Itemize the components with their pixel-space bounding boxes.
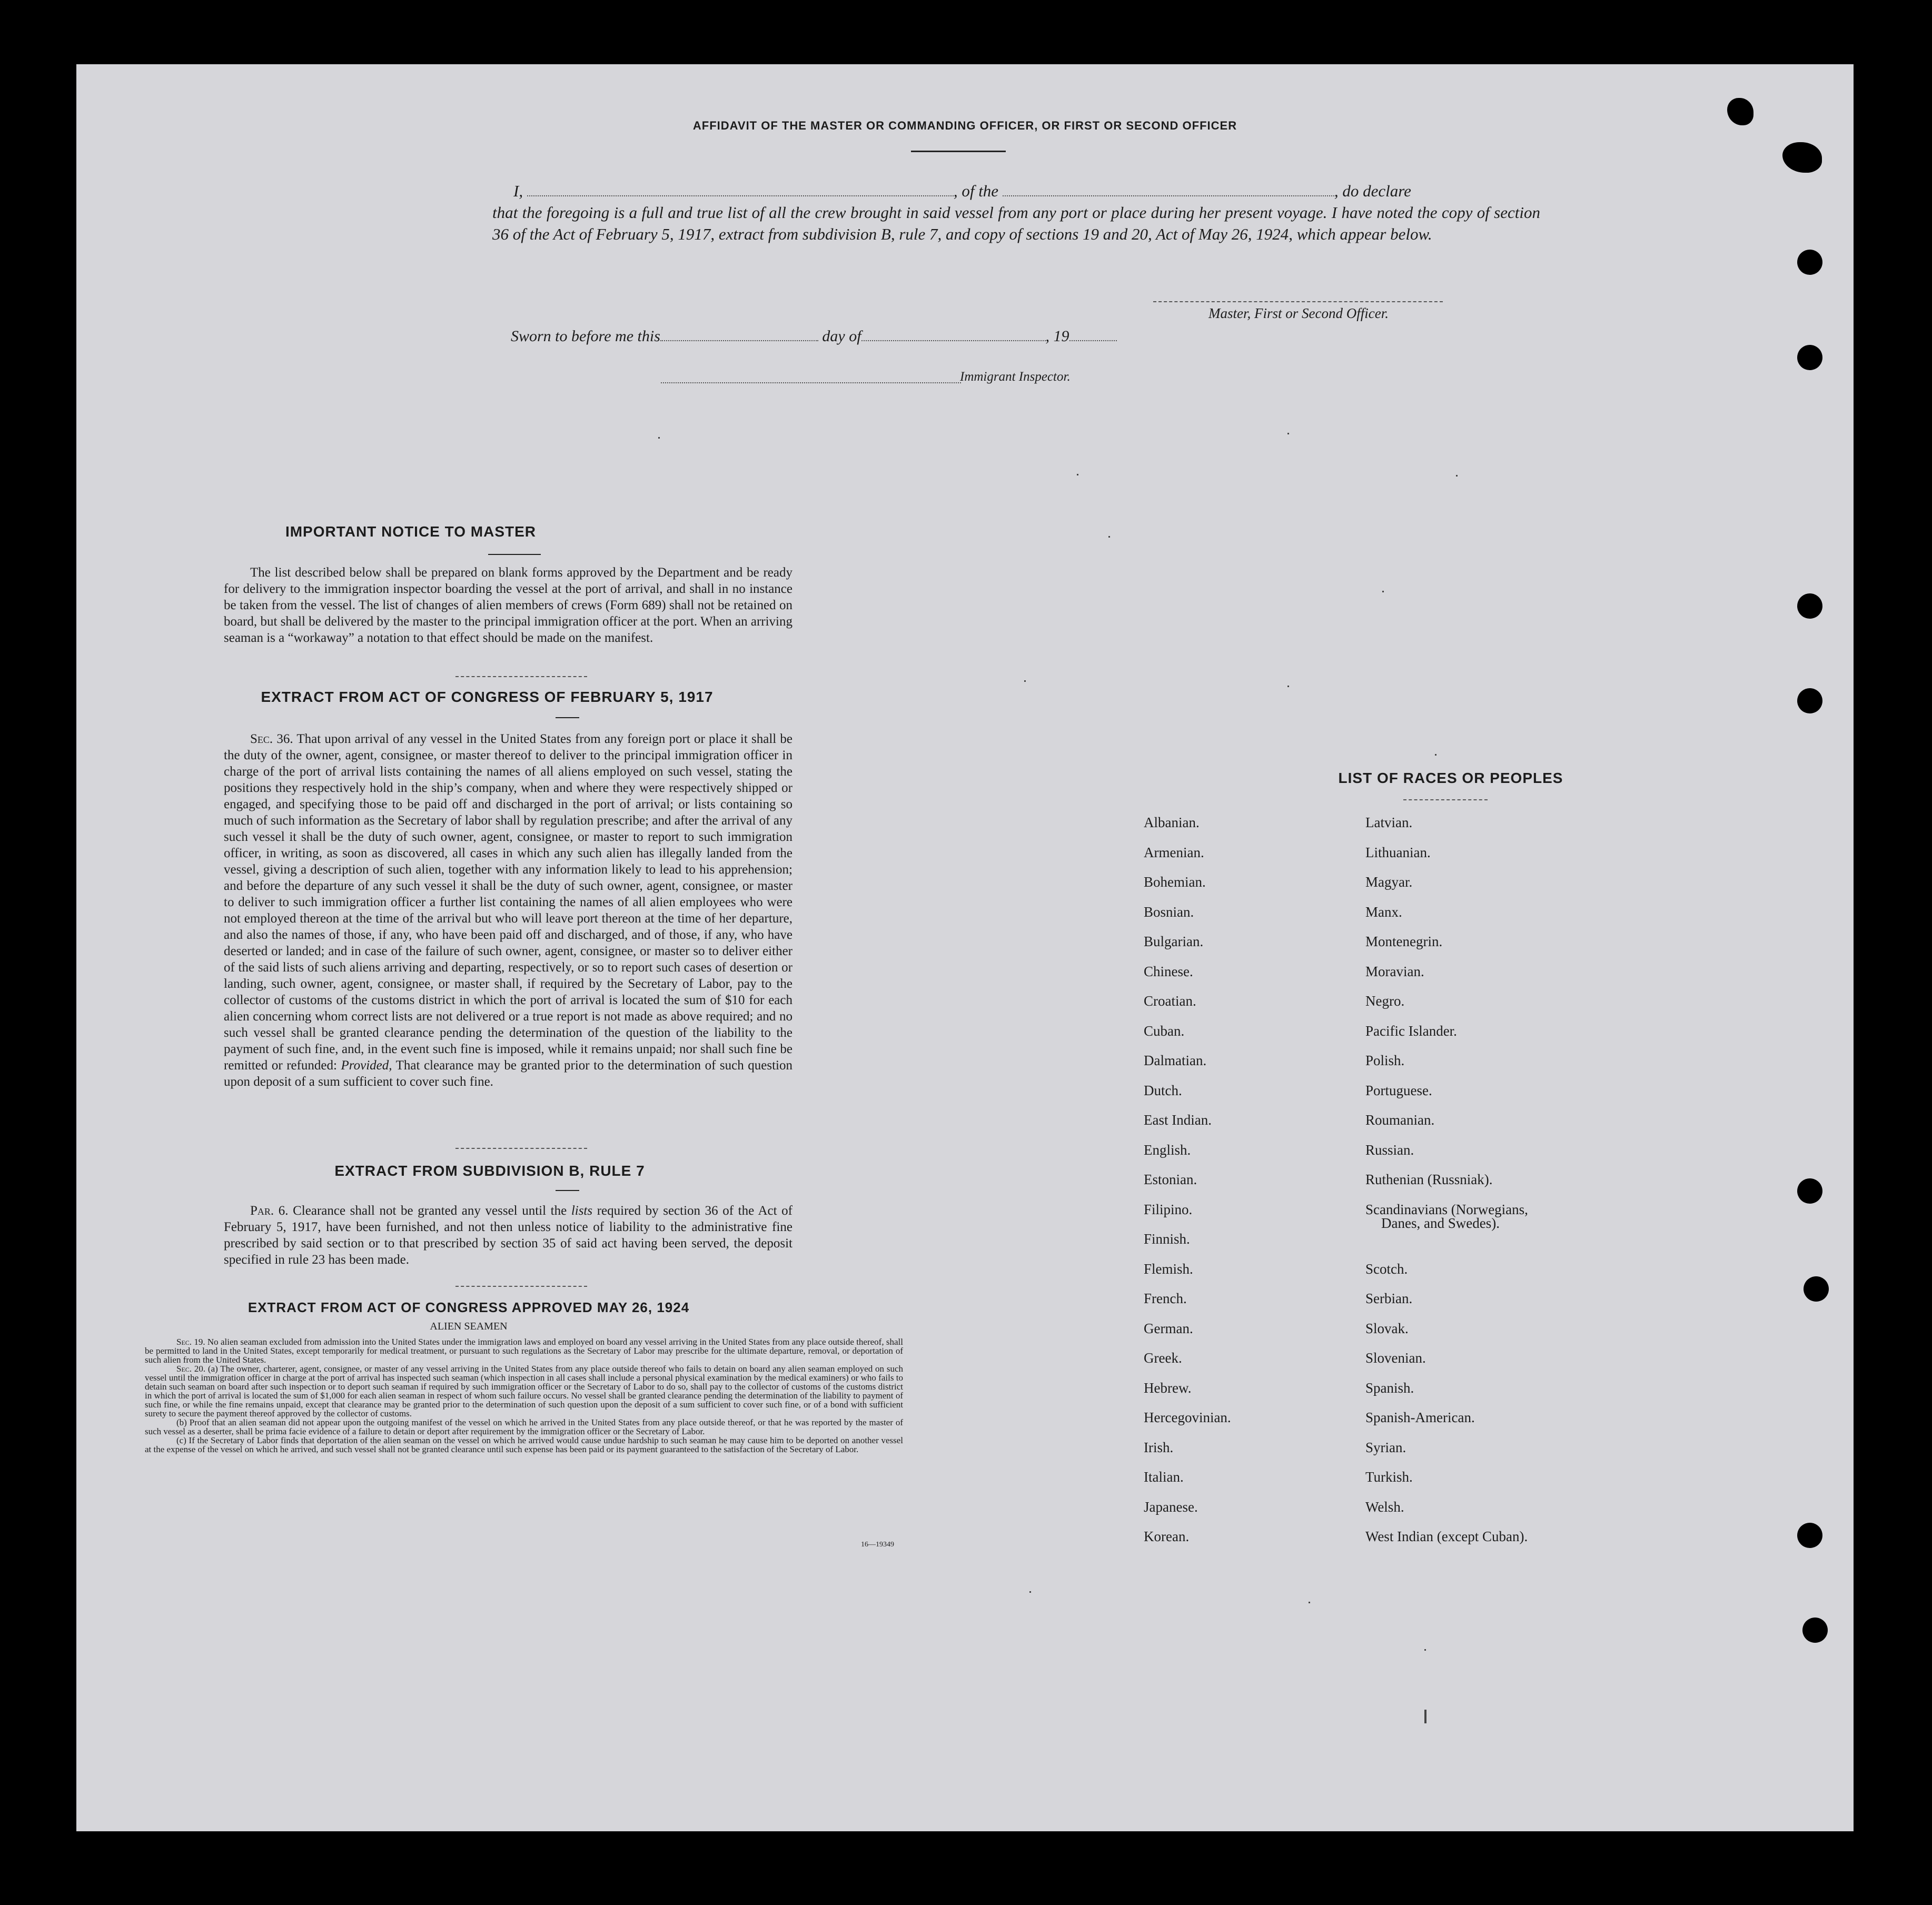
punch-hole [1797, 1523, 1822, 1548]
punch-hole [1802, 1618, 1828, 1643]
divider [911, 151, 1006, 152]
race-item: Bohemian. [1144, 874, 1206, 890]
race-item: East Indian. [1144, 1112, 1212, 1128]
race-item: Montenegrin. [1365, 934, 1443, 949]
divider [455, 676, 587, 677]
race-item: Syrian. [1365, 1440, 1406, 1455]
speck [1287, 686, 1289, 687]
sec-20-label: Sec. 20. [176, 1364, 206, 1374]
race-item: Welsh. [1365, 1499, 1404, 1515]
race-item: Estonian. [1144, 1172, 1197, 1187]
affidavit-i: I, [513, 182, 523, 200]
par-6-text: Clearance shall not be granted any vessel until the [293, 1204, 567, 1218]
proviso-word: Provided, [341, 1058, 392, 1073]
race-item: Finnish. [1144, 1231, 1190, 1247]
race-item: Cuban. [1144, 1023, 1185, 1039]
divider [488, 554, 541, 555]
speck [1435, 754, 1436, 756]
affidavit-body: that the foregoing is a full and true list of all the crew brought in said vessel from any port or place during her present voyage. I have noted the copy of section 36 of the Act of February 5, 1917, extract from subdivision B, rule 7, and copy of sections 19 and 20, Act of May 26, 1924, which appear below. [492, 203, 1540, 243]
sec-36-label: Sec. 36. [250, 732, 293, 746]
affidavit-do-declare: , do declare [1334, 182, 1411, 200]
race-item: French. [1144, 1291, 1187, 1306]
race-item: Portuguese. [1365, 1083, 1432, 1098]
punch-hole [1797, 688, 1822, 713]
sec-19-label: Sec. 19. [176, 1337, 205, 1347]
race-item: Hercegovinian. [1144, 1410, 1231, 1425]
race-item: Italian. [1144, 1469, 1184, 1485]
race-item: Dalmatian. [1144, 1053, 1207, 1068]
punch-hole [1797, 250, 1822, 275]
race-item: Bosnian. [1144, 904, 1194, 920]
sworn-day-blank[interactable] [660, 340, 818, 341]
sec-20-a-text: (a) The owner, charterer, agent, consignee, or master of any vessel arriving in the United States from any place outside thereof who fails to detain on board any alien seaman employed on such vessel until the immigration officer in charge at the port of arrival has inspected such seaman (which inspection in all cases shall include a personal physical examination by the medical examiners) or who fails to detain such seaman on board after such inspection or to deport such seaman if required by such immigration officer or the Secretary of Labor to do so, shall pay to the collector of customs of the customs district in which the port of arrival is located the sum of $1,000 for each alien seaman in respect of whom such failure occurs. No vessel shall be granted clearance pending the determination of the liability to payment of such fine, or while the fine remains unpaid, except that clearance may be granted prior to the determination of such question upon the deposit of a sum sufficient to cover such fine, or of a bond with sufficient surety to secure the payment thereof approved by the collector of customs. [145, 1364, 903, 1418]
race-item: German. [1144, 1321, 1193, 1336]
punch-hole [1804, 1276, 1829, 1302]
speck [1024, 680, 1026, 682]
extract-1917-text [224, 731, 792, 1090]
extract-rule7-title: EXTRACT FROM SUBDIVISION B, RULE 7 [334, 1163, 645, 1179]
race-item: Irish. [1144, 1440, 1174, 1455]
affidavit-of-the: , of the [953, 182, 999, 200]
race-item: Slovenian. [1365, 1350, 1426, 1366]
race-item: Slovak. [1365, 1321, 1409, 1336]
speck [1424, 1649, 1426, 1651]
inspector-label: Immigrant Inspector. [960, 370, 1071, 384]
race-item: Korean. [1144, 1529, 1190, 1544]
inspector-signature-line[interactable] [661, 382, 961, 383]
race-item: Dutch. [1144, 1083, 1182, 1098]
race-item: Hebrew. [1144, 1380, 1192, 1396]
divider [556, 1190, 579, 1191]
vessel-blank[interactable] [1003, 195, 1334, 196]
race-item: Spanish-American. [1365, 1410, 1475, 1425]
race-item: Chinese. [1144, 964, 1193, 979]
speck [1287, 433, 1289, 434]
notice-title: IMPORTANT NOTICE TO MASTER [285, 523, 537, 540]
race-item: Serbian. [1365, 1291, 1413, 1306]
sworn-year-blank[interactable] [1069, 340, 1117, 341]
sec-20-b-text: (b) Proof that an alien seaman did not appear upon the outgoing manifest of the vessel on which he arrived in the United States from any place outside thereof, or that he was reported by the master of such vessel as a deserter, shall be prima facie evidence of a failure to detain or deport after requirement by the immigration officer or the Secretary of Labor. [145, 1417, 903, 1436]
sec-36-text: That upon arrival of any vessel in the United States from any foreign port or place it shall be the duty of the owner, agent, consignee, or master thereof to deliver to the principal immigration officer in charge of the port of arrival lists containing the names of all aliens employed on such vessel, stating the positions they respectively hold in the ship’s company, when and where they were respectively shipped or engaged, and specifying those to be paid off and discharged in the port of arrival; or lists containing so much of such information as the Secretary of labor shall by regulation prescribe; and after the arrival of any such vessel it shall be the duty of such owner, agent, consignee, or master to report to such immigration officer, in writing, as soon as discovered, all cases in which any such alien has illegally landed from the vessel, giving a description of such alien, together with any information likely to lead to his apprehension; and before the departure of any such vessel it shall be the duty of such owner, agent, consignee, or master to deliver to such immigration officer a further list containing the names of all alien employees who were not employed thereon at the time of the arrival but who will leave port thereon at the time of her departure, and also the names of those, if any, who have been paid off and discharged, and of those, if any, who have deserted or landed; and in case of the failure of such owner, agent, consignee, or master so to deliver either of the said lists of such aliens arriving and departing, respectively, or so to report such cases of desertion or landing, such owner, agent, consignee, or master shall, if required by the Secretary of Labor, pay to the collector of customs of the customs district in which the port of arrival is located the sum of $10 for each alien concerning whom correct lists are not delivered or a true report is not made as above required; and no such vessel shall be granted clearance pending the determination of the question of the liability to the payment of such fine, and, in the event such fine is imposed, while it remains unpaid; nor shall such fine be remitted or refunded: [224, 732, 793, 1073]
sworn-prefix: Sworn to before me this [511, 328, 660, 345]
race-item: Greek. [1144, 1350, 1182, 1366]
affidavit-text [492, 180, 1540, 245]
form-number: 16—19349 [861, 1541, 894, 1549]
par-6-label: Par. 6. [250, 1204, 289, 1218]
race-item: Flemish. [1144, 1261, 1193, 1277]
master-signature-label: Master, First or Second Officer. [1208, 305, 1389, 321]
notice-text [224, 564, 792, 646]
race-item: Croatian. [1144, 993, 1196, 1009]
race-item: Latvian. [1365, 815, 1413, 830]
race-item: Moravian. [1365, 964, 1424, 979]
race-item: Polish. [1365, 1053, 1405, 1068]
races-title: LIST OF RACES OR PEOPLES [1338, 770, 1563, 786]
punch-hole [1797, 1178, 1822, 1204]
divider [556, 717, 579, 718]
race-item: Japanese. [1144, 1499, 1198, 1515]
race-item: Filipino. [1144, 1202, 1193, 1217]
race-item: English. [1144, 1142, 1191, 1158]
race-item: Danes, and Swedes). [1381, 1215, 1500, 1231]
sworn-line [511, 328, 1117, 345]
sworn-month-blank[interactable] [861, 340, 1046, 341]
race-item: Spanish. [1365, 1380, 1414, 1396]
divider [455, 1286, 587, 1287]
alien-seamen-subtitle: ALIEN SEAMEN [430, 1321, 508, 1332]
lists-word: lists [571, 1204, 593, 1218]
speck [1077, 474, 1078, 475]
race-item: Armenian. [1144, 845, 1204, 860]
speck [658, 437, 660, 439]
race-item: Ruthenian (Russniak). [1365, 1172, 1493, 1187]
speck [1424, 1710, 1426, 1723]
race-item: Negro. [1365, 993, 1405, 1009]
par-6-text-end: required by section 36 of the Act of February 5, 1917, have been furnished, and not then unless notice of liability to the administrative fine prescribed by said section or to that prescribed by section 35 of said act having been served, the deposit specified in rule 23 has been made. [224, 1204, 792, 1267]
document-page [76, 64, 1854, 1831]
divider [455, 1148, 587, 1149]
race-item: Bulgarian. [1144, 934, 1204, 949]
race-item: Roumanian. [1365, 1112, 1435, 1128]
extract-1924-text [145, 1337, 903, 1454]
race-item: Manx. [1365, 904, 1402, 920]
race-item: Magyar. [1365, 874, 1413, 890]
sworn-day-of: day of [822, 328, 861, 345]
sec-19-text: No alien seaman excluded from admission into the United States under the immigration laws and employed on board any vessel arriving in the United States from any place outside thereof, shall be permitted to land in the United States, except temporarily for medical treatment, or pursuant to such regulations as the Secretary of Labor may prescribe for the ultimate departure, removal, or deportation of such alien from the United States. [145, 1337, 903, 1365]
extract-1917-title: EXTRACT FROM ACT OF CONGRESS OF FEBRUARY 5, 1917 [261, 689, 714, 705]
race-item: Turkish. [1365, 1469, 1413, 1485]
race-item: Scandinavians (Norwegians, [1365, 1202, 1528, 1217]
name-blank[interactable] [527, 195, 954, 196]
race-item: Russian. [1365, 1142, 1414, 1158]
speck [1108, 536, 1110, 538]
extract-rule7-text [224, 1203, 792, 1268]
race-item: Albanian. [1144, 815, 1200, 830]
race-item: West Indian (except Cuban). [1365, 1529, 1528, 1544]
sec-20-c-text: (c) If the Secretary of Labor finds that deportation of the alien seaman on the vessel on which he arrived would cause undue hardship to such seaman he may cause him to be deported on another vessel at the expense of the vessel on which he arrived, and such vessel shall not be granted clearance until such expense has been paid or its payment guaranteed to the satisfaction of the Secretary of Labor. [145, 1435, 903, 1454]
race-item: Pacific Islander. [1365, 1023, 1457, 1039]
race-item: Scotch. [1365, 1261, 1408, 1277]
ink-blot [1782, 142, 1822, 173]
extract-1924-title: EXTRACT FROM ACT OF CONGRESS APPROVED MAY 26, 1924 [247, 1299, 690, 1315]
punch-hole [1797, 345, 1822, 370]
speck [1309, 1602, 1310, 1603]
speck [1029, 1591, 1031, 1593]
race-item: Lithuanian. [1365, 845, 1431, 860]
divider [1403, 799, 1488, 800]
speck [1456, 475, 1458, 477]
speck [1382, 591, 1384, 592]
sec-36-text-end: That clearance may be granted prior to the determination of such question upon deposit of a sum sufficient to cover such fine. [224, 1058, 793, 1089]
punch-hole [1797, 593, 1822, 619]
notice-paragraph: The list described below shall be prepared on blank forms approved by the Department and be ready for delivery to the immigration inspector boarding the vessel at the port of arrival, and shall in no instance be taken from the vessel. The list of changes of alien members of crews (Form 689) shall not be retained on board, but shall be delivered by the master to the principal immigration officer at the port. When an arriving seaman is a “workaway” a notation to that effect should be made on the manifest. [224, 565, 792, 645]
affidavit-title: AFFIDAVIT OF THE MASTER OR COMMANDING OFFICER, OR FIRST OR SECOND OFFICER [692, 119, 1237, 132]
sworn-year: , 19 [1045, 328, 1069, 345]
master-signature-line[interactable] [1153, 301, 1443, 302]
